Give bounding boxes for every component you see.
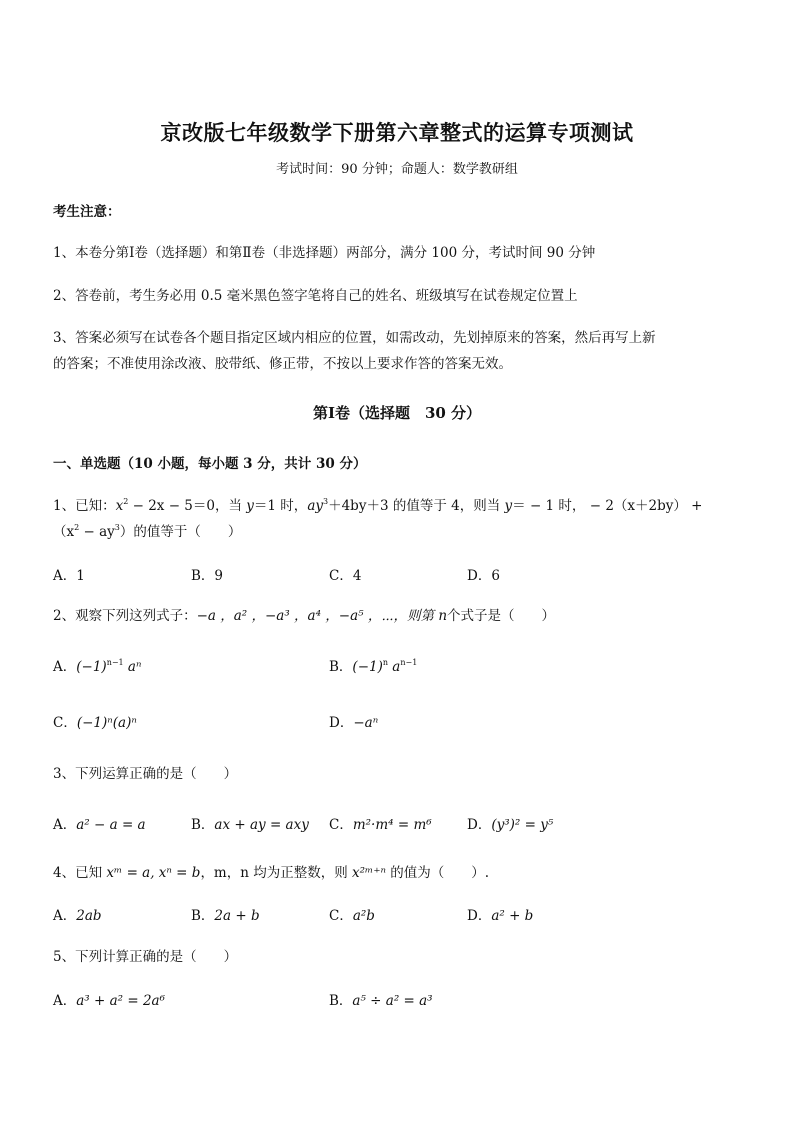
q1-option-c[interactable]: C．4 bbox=[329, 568, 362, 584]
part-heading: 一、单选题（10 小题，每小题 3 分，共计 30 分） bbox=[53, 456, 367, 472]
q3-option-b[interactable]: B．ax + ay = axy bbox=[191, 817, 309, 833]
notice-heading: 考生注意： bbox=[53, 204, 121, 220]
q3-option-c[interactable]: C．m²·m⁴ = m⁶ bbox=[329, 817, 432, 833]
page-title: 京改版七年级数学下册第六章整式的运算专项测试 bbox=[160, 120, 634, 145]
q1-option-a[interactable]: A．1 bbox=[53, 568, 85, 584]
q1-option-b[interactable]: B．9 bbox=[191, 568, 224, 584]
q5-option-b[interactable]: B．a⁵ ÷ a² = a³ bbox=[329, 993, 433, 1009]
q3-option-a[interactable]: A．a² − a = a bbox=[53, 817, 146, 833]
question-1-line-2: $(x^2 - ay^3)$的值等于（ ） bbox=[53, 523, 242, 540]
q2-option-b[interactable]: B．$(-1)^n$ $a^{n-1}$ bbox=[329, 658, 418, 675]
question-3-stem: 3、下列运算正确的是（ ） bbox=[53, 766, 238, 782]
q3-option-d[interactable]: D．(y³)² = y⁵ bbox=[467, 817, 554, 833]
notice-item-3-cont: 的答案；不准使用涂改液、胶带纸、修正带，不按以上要求作答的答案无效。 bbox=[53, 356, 512, 372]
q2-option-d[interactable]: D．−aⁿ bbox=[329, 715, 379, 731]
q4-option-d[interactable]: D．a² + b bbox=[467, 908, 534, 924]
notice-item-3: 3、答案必须写在试卷各个题目指定区域内相应的位置，如需改动，先划掉原来的答案，然后再写上新 bbox=[53, 330, 656, 346]
q4-option-b[interactable]: B．2a + b bbox=[191, 908, 260, 924]
q1-option-d[interactable]: D．6 bbox=[467, 568, 500, 584]
notice-item-2: 2、答卷前，考生务必用 0.5 毫米黑色签字笔将自己的姓名、班级填写在试卷规定位置上 bbox=[53, 288, 578, 304]
q5-option-a[interactable]: A．a³ + a² = 2a⁶ bbox=[53, 993, 166, 1009]
q2-option-c[interactable]: C．(−1)ⁿ(a)ⁿ bbox=[53, 715, 137, 731]
q4-option-a[interactable]: A．2ab bbox=[53, 908, 102, 924]
question-5-stem: 5、下列计算正确的是（ ） bbox=[53, 949, 238, 965]
q2-option-a[interactable]: A．$(-1)^{n-1}$ aⁿ bbox=[53, 658, 142, 675]
question-2-stem: 2、观察下列这列式子：−a ，a² ，−a³ ，a⁴ ，−a⁵ ，⋯，则第 n个式子是（ ） bbox=[53, 608, 556, 624]
page-subtitle: 考试时间：90 分钟；命题人：数学教研组 bbox=[276, 162, 518, 177]
section-title: 第Ⅰ卷（选择题 30 分） bbox=[312, 404, 482, 422]
q4-option-c[interactable]: C．a²b bbox=[329, 908, 375, 924]
question-4-stem: 4、已知 xᵐ = a, xⁿ = b，m，n 均为正整数，则 x²ᵐ⁺ⁿ 的值为（ ）. bbox=[53, 865, 490, 881]
question-1-line-1: 1、已知：$x^2 - 2x - 5=0$，当 y＝1 时，$ay^3+4by+3$ 的值等于 4，则当 y＝ − 1 时， − 2（x＋2by） + bbox=[53, 497, 703, 514]
notice-item-1: 1、本卷分第Ⅰ卷（选择题）和第Ⅱ卷（非选择题）两部分，满分 100 分，考试时间 90 分钟 bbox=[53, 245, 596, 261]
